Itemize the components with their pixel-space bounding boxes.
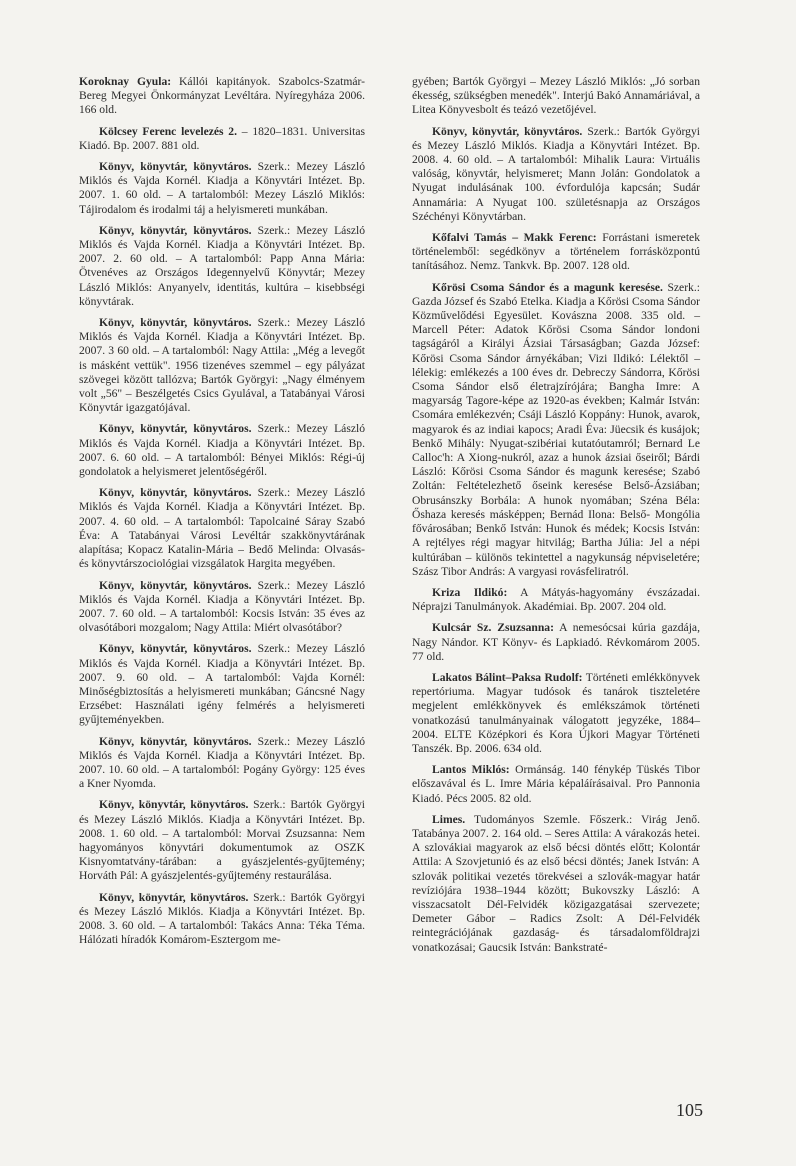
- bibliography-entry: [79, 642, 365, 727]
- entry-heading: Könyv, könyvtár, könyvtáros.: [99, 422, 252, 436]
- entry-text: Szerk.: Bartók Györgyi és Mezey László Miklós. Kiadja a Könyvtári Intézet. Bp. 2008. 4. 60 old. – A tartalomból: Mihalik Laura: Virtuális valóság, könyvtár, helyismeret; Mann Jolán: Gondolatok a Nyugat indulásának 100. évfordulója kapcsán; Sudár Annamária: A Nyugat 100. születésnapja az Országos Széchényi Könyvtárban.: [412, 124, 700, 223]
- bibliography-entry: [412, 75, 700, 118]
- bibliography-entry: [79, 316, 365, 415]
- bibliography-entry: [79, 224, 365, 309]
- entry-text: – 1820–1831. Universitas Kiadó. Bp. 2007. 881 old.: [79, 124, 365, 152]
- entry-text: A nemesócsai kúria gazdája, Nagy Nándor. KT Könyv- és Lapkiadó. Révkomárom 2005. 77 old.: [412, 621, 700, 663]
- entry-heading: Könyv, könyvtár, könyvtáros.: [99, 316, 252, 330]
- entry-text: Forrástani ismeretek történelemből: segédkönyv a történelem forrásközpontú tanításához. Nemz. Tankvk. Bp. 2007. 128 old.: [412, 231, 700, 273]
- left-column: [79, 75, 365, 954]
- bibliography-entry: [79, 735, 365, 792]
- entry-text: Szerk.: Bartók Györgyi és Mezey László Miklós. Kiadja a Könyvtári Intézet. Bp. 2008. 1. 60 old. – A tartalomból: Morvai Zsuzsanna: Nem hagyományos könyvtári dokumentumok az OSZK Kisnyomtatvány-tárában: a gyászjelentés-gyűjtemény; Horváth Pál: A gyászjelentés-gyűjtemény restaurálása.: [79, 798, 365, 883]
- bibliography-entry: [79, 486, 365, 571]
- entry-heading: Könyv, könyvtár, könyvtáros.: [99, 642, 252, 656]
- bibliography-entry: [79, 160, 365, 217]
- entry-heading: Könyv, könyvtár, könyvtáros.: [432, 124, 583, 138]
- entry-text: Szerk.: Bartók Györgyi és Mezey László Miklós. Kiadja a Könyvtári Intézet. Bp. 2008. 3. 60 old. – A tartalomból: Takács Anna: Téka Téma. Hálózati híradók Komárom-Esztergom me-: [79, 890, 365, 947]
- entry-heading: Kulcsár Sz. Zsuzsanna:: [432, 621, 554, 635]
- entry-heading: Kőfalvi Tamás – Makk Ferenc:: [432, 231, 597, 245]
- entry-heading: Kriza Ildikó:: [432, 585, 508, 599]
- bibliography-entry: [412, 813, 700, 955]
- entry-heading: Kölcsey Ferenc levelezés 2.: [99, 124, 238, 138]
- entry-text: Szerk.: Mezey László Miklós és Vajda Kornél. Kiadja a Könyvtári Intézet. Bp. 2007. 6. 60 old. – A tartalomból: Bényei Miklós: Régi-új gondolatok a helyismeret jelentőségéről.: [79, 422, 365, 479]
- entry-text: Szerk.: Mezey László Miklós és Vajda Kornél. Kiadja a Könyvtári Intézet. Bp. 2007. 9. 60 old. – A tartalomból: Vajda Kornél: Minőségbiztosítás a helyismereti munkában; Gáncsné Nagy Erzsébet: Használati igény felmérés a helyismereti gyűjteményekben.: [79, 642, 365, 727]
- entry-heading: Könyv, könyvtár, könyvtáros.: [99, 160, 252, 174]
- entry-text: Tudományos Szemle. Főszerk.: Virág Jenő. Tatabánya 2007. 2. 164 old. – Seres Attila: A várakozás hetei. A szlovákiai magyarok az első bécsi döntés előtt; Kolontár Attila: A Szovjetunió és az első bécsi döntés; Janek István: A szlovák politikai vezetés törekvései a szlovák-magyar határ revíziójára 1938–1944 között; Bukovszky László: A visszacsatolt Dél-Felvidék közigazgatásai szervezete; Demeter Gábor – Radics Zsolt: A Dél-Felvidék reintegrációjának gazdaság- és társadalomföldrajzi vonatkozásai; Gaucsik István: Bankstraté-: [412, 812, 700, 954]
- entry-heading: Limes.: [432, 812, 466, 826]
- bibliography-entry: [412, 586, 700, 614]
- bibliography-entry: [412, 671, 700, 756]
- entry-text: A Mátyás-hagyomány évszázadai. Néprajzi Tanulmányok. Akadémiai. Bp. 2007. 204 old.: [412, 585, 701, 614]
- entry-text: Szerk.: Gazda József és Szabó Etelka. Kiadja a Kőrösi Csoma Sándor Közművelődési Egyesület. Kovászna 2008. 335 old. – Marcell Péter: Adatok Kőrösi Csoma Sándor londoni tagságáról a Királyi Ázsiai Társaságban; Gazda József: Kőrösi Csoma Sándor árnyékában; Vizi Ildikó: Lélektől – lélekig: emlékezés a 100 éves dr. Debreczy Sándorra, Kőrösi Csoma Sándor első életrajzírójára; Bangha Imre: A magyarság Tagore-képe az 1920-as években; Kalmár István: Csomára emlékezvén; Csáji László Koppány: Hunok, avarok, magyarok és az indiai kapocs; Aradi Éva: Jüecsik és kusájok; Benkő Mihály: Nyugat-szibériai kutatóutamról; Bernard Le Calloc'h: A Xiong-nukról, azaz a hunok ázsiai őseiről; Bárdi László: Kőrösi Csoma Sándor és magunk keresése; Szabó Zoltán: Feltételezhető őseink keresése Belső-Ázsiában; Obrusánszky Borbála: A hunok nyomában; Széna Béla: Őshaza keresés másképpen; Bernád Ilona: Belső- Mongólia fővárosában; Benkő István: Hunok és médek; Kocsis István: A rejtélyes régi magyar hitvilág; Bartha Júlia: Jel a népi kultúrában – különös tekintettel a nagykunság népviseletére; Szász Tibor András: A vargyasi rovásfeliratról.: [412, 280, 700, 578]
- entry-text: Szerk.: Mezey László Miklós és Vajda Kornél. Kiadja a Könyvtári Intézet. Bp. 2007. 1. 60 old. – A tartalomból: Mezey László Miklós: Tájirodalom és irodalmi táj a helyismereti munkában.: [79, 160, 365, 216]
- entry-heading: Lakatos Bálint–Paksa Rudolf:: [432, 670, 583, 684]
- entry-heading: Könyv, könyvtár, könyvtáros.: [99, 890, 249, 904]
- entry-heading: Könyv, könyvtár, könyvtáros.: [99, 798, 249, 812]
- right-column: [412, 75, 700, 962]
- entry-heading: Lantos Miklós:: [432, 763, 510, 777]
- entry-heading: Koroknay Gyula:: [79, 75, 172, 88]
- page-number: 105: [676, 1100, 703, 1120]
- entry-heading: Könyv, könyvtár, könyvtáros.: [99, 734, 252, 748]
- bibliography-entry: [412, 281, 700, 579]
- bibliography-entry: [79, 891, 365, 948]
- bibliography-entry: [412, 125, 700, 224]
- bibliography-entry: [412, 231, 700, 274]
- entry-text: Történeti emlékkönyvek repertóriuma. Magyar tudósok és tanárok tiszteletére megjelent emlékkönyvek és emlékszámok történeti vonatkozású tanulmányainak válogatott jegyzéke, 1884–2004. ELTE Középkori és Kora Újkori Magyar Történeti Tanszék. Bp. 2006. 634 old.: [412, 670, 700, 755]
- bibliography-entry: [79, 579, 365, 636]
- entry-heading: Könyv, könyvtár, könyvtáros.: [99, 223, 252, 237]
- bibliography-entry: [79, 125, 365, 153]
- entry-text: Kállói kapitányok. Szabolcs-Szatmár-Bereg Megyei Önkormányzat Levéltára. Nyíregyháza 2006. 166 old.: [79, 75, 365, 117]
- bibliography-entry: [79, 798, 365, 883]
- entry-text: gyében; Bartók Györgyi – Mezey László Miklós: „Jó sorban ékesség, szükségben menedék". Interjú Bakó Annamáriával, a Litea Könyvesbolt és teázó vezetőjével.: [412, 75, 700, 117]
- bibliography-entry: [412, 621, 700, 664]
- entry-text: Szerk.: Mezey László Miklós és Vajda Kornél. Kiadja a Könyvtári Intézet. Bp. 2007. 2. 60 old. – A tartalomból: Papp Anna Mária: Ötvenéves az Országos Idegennyelvű Könyvtár; Mezey László Miklós: Anyanyelv, identitás, kultúra – kisebbségi könyvtárak.: [79, 223, 365, 308]
- bibliography-entry: [412, 763, 700, 806]
- entry-text: Ormánság. 140 fénykép Tüskés Tibor előszavával és L. Imre Mária képaláírásaival. Pro Pannonia Kiadó. Pécs 2005. 82 old.: [412, 763, 700, 805]
- entry-text: Szerk.: Mezey László Miklós és Vajda Kornél. Kiadja a Könyvtári Intézet. Bp. 2007. 7. 60 old. – A tartalomból: Kocsis István: 35 éves az olvasótábori mozgalom; Nagy Attila: Miért olvasótábor?: [79, 578, 365, 635]
- entry-text: Szerk.: Mezey László Miklós és Vajda Kornél. Kiadja a Könyvtári Intézet. Bp. 2007. 3 60 old. – A tartalomból: Nagy Attila: „Még a levegőt is másként vettük". 1956 tizenéves szemmel – egy pályázat szövegei között tallózva; Bartók Györgyi: „Nagy élményem volt „56" – Beszélgetés Csics Gyulával, a Tatabányai Városi Könyvtár igazgatójával.: [79, 316, 365, 415]
- entry-heading: Könyv, könyvtár, könyvtáros.: [99, 578, 252, 592]
- entry-heading: Kőrösi Csoma Sándor és a magunk keresése.: [432, 280, 663, 294]
- entry-heading: Könyv, könyvtár, könyvtáros.: [99, 486, 252, 500]
- entry-text: Szerk.: Mezey László Miklós és Vajda Kornél. Kiadja a Könyvtári Intézet. Bp. 2007. 10. 60 old. – A tartalomból: Pogány György: 125 éves a Kner Nyomda.: [79, 734, 365, 791]
- bibliography-entry: [79, 422, 365, 479]
- entry-text: Szerk.: Mezey László Miklós és Vajda Kornél. Kiadja a Könyvtári Intézet. Bp. 2007. 4. 60 old. – A tartalomból: Tapolcainé Sáray Szabó Éva: A Tatabányai Városi Levéltár szakkönyvtárának alapítása; Kopacz Katalin-Mária – Bedő Melinda: Olvasás- és könyvtárszociológiai vizsgálatok Hargita megyében.: [79, 486, 365, 571]
- bibliography-entry: [79, 75, 365, 118]
